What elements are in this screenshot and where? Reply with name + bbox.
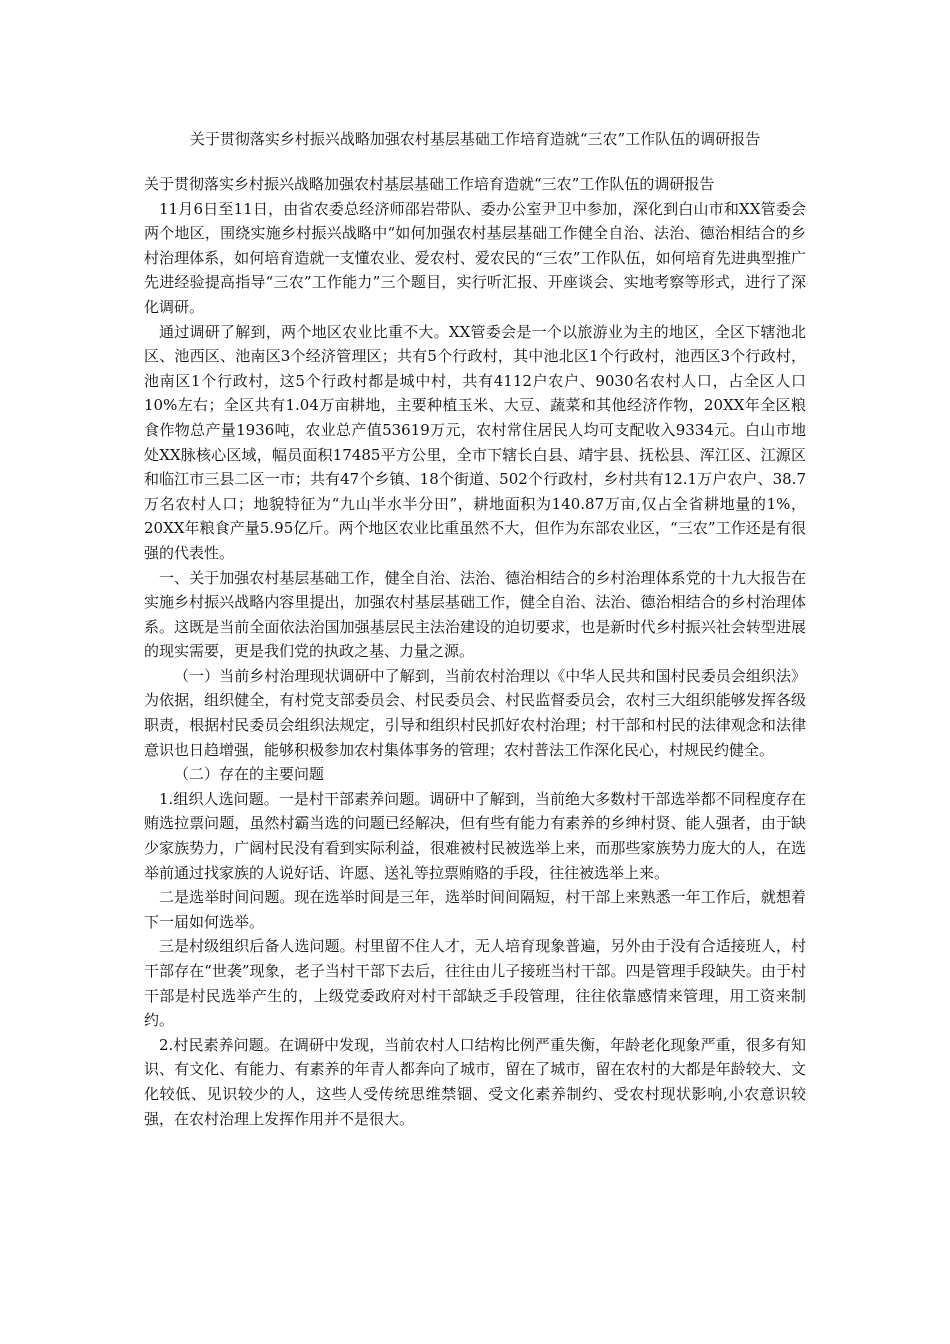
paragraph-organization-issue: 1.组织人选问题。一是村干部素养问题。调研中了解到，当前绝大多数村干部选举都不同程度存在贿选拉票问题，虽然村霸当选的问题已经解决，但有些有能力有素养的乡绅村贤、能人强者，由于缺少家族势力，广阔村民没有看到实际利益，很难被村民被选举上来，而那些家族势力庞大的人，在选举前通过找家族的人说好话、许愿、送礼等拉票贿赂的手段，往往被选举上来。: [144, 789, 806, 882]
heading-main-problems: （二）存在的主要问题: [174, 765, 325, 784]
paragraph-overview: 通过调研了解到，两个地区农业比重不大。XX管委会是一个以旅游业为主的地区，全区下辖池北区、池西区、池南区3个经济管理区；共有5个行政村，其中池北区1个行政村，池西区3个行政村，池南区1个行政村，这5个行政村都是城中村，共有4112户农户、9030名农村人口，占全区人口10%左右；全区共有1.04万亩耕地，主要种植玉米、大豆、蔬菜和其他经济作物，20XX年全区粮食作物总产量1936吨，农业总产值53619万元，农村常住居民人均可支配收入9334元。白山市地处XX脉核心区域，幅员面积17485平方公里，全市下辖长白县、靖宇县、抚松县、浑江区、江源区和临江市三县二区一市；共有47个乡镇、18个街道、502个行政村，乡村共有12.1万户农户、38.7万名农村人口；地貌特征为“九山半水半分田”，耕地面积为140.87万亩,仅占全省耕地量的1%，20XX年粮食产量5.95亿斤。两个地区农业比重虽然不大，但作为东部农业区，“三农”工作还是有很强的代表性。: [144, 322, 806, 562]
paragraph-reserve-candidates: 三是村级组织后备人选问题。村里留不住人才，无人培育现象普遍，另外由于没有合适接班人，村干部存在“世袭”现象，老子当村干部下去后，往往由儿子接班当村干部。四是管理手段缺失。由于村干部是村民选举产生的，上级党委政府对村干部缺乏手段管理，往往依靠感情来管理，用工资来制约。: [144, 937, 806, 1030]
paragraph-section-one: 一、关于加强农村基层基础工作，健全自治、法治、德治相结合的乡村治理体系党的十九大报告在实施乡村振兴战略内容里提出，加强农村基层基础工作，健全自治、法治、德治相结合的乡村治理体系。这既是当前全面依法治国加强基层民主法治建设的迫切要求，也是新时代乡村振兴社会转型进展的现实需要，更是我们党的执政之基、力量之源。: [144, 568, 806, 661]
paragraph-current-status: （一）当前乡村治理现状调研中了解到，当前农村治理以《中华人民共和国村民委员会组织法》为依据，组织健全，有村党支部委员会、村民委员会、村民监督委员会，农村三大组织能够发挥各级职责，根据村民委员会组织法规定，引导和组织村民抓好农村治理；村干部和村民的法律观念和法律意识也日趋增强，能够积极参加农村集体事务的管理；农村普法工作深化民心，村规民约健全。: [144, 666, 806, 759]
paragraph-intro: 11月6日至11日，由省农委总经济师邵岩带队、委办公室尹卫中参加，深化到白山市和XX管委会两个地区，围绕实施乡村振兴战略中“如何加强农村基层基础工作健全自治、法治、德治相结合的乡村治理体系，如何培育造就一支懂农业、爱农村、爱农民的“三农”工作队伍，如何培育先进典型推广先进经验提高指导“三农”工作能力”三个题目，实行听汇报、开座谈会、实地考察等形式，进行了深化调研。: [144, 199, 806, 316]
page-title: 关于贯彻落实乡村振兴战略加强农村基层基础工作培育造就“三农”工作队伍的调研报告: [189, 130, 761, 148]
paragraph-villager-quality: 2.村民素养问题。在调研中发现，当前农村人口结构比例严重失衡，年龄老化现象严重，很多有知识、有文化、有能力、有素养的年青人都奔向了城市，留在了城市，留在农村的大都是年龄较大、文化较低、见识较少的人，这些人受传统思维禁锢、受文化素养制约、受农村现状影响,小农意识较强，在农村治理上发挥作用并不是很大。: [144, 1035, 806, 1128]
document-subtitle: 关于贯彻落实乡村振兴战略加强农村基层基础工作培育造就“三农”工作队伍的调研报告: [144, 175, 715, 193]
paragraph-election-time: 二是选举时间问题。现在选举时间是三年，选举时间间隔短，村干部上来熟悉一年工作后，就想着下一届如何选举。: [144, 888, 806, 931]
document-body: [144, 172, 806, 1131]
